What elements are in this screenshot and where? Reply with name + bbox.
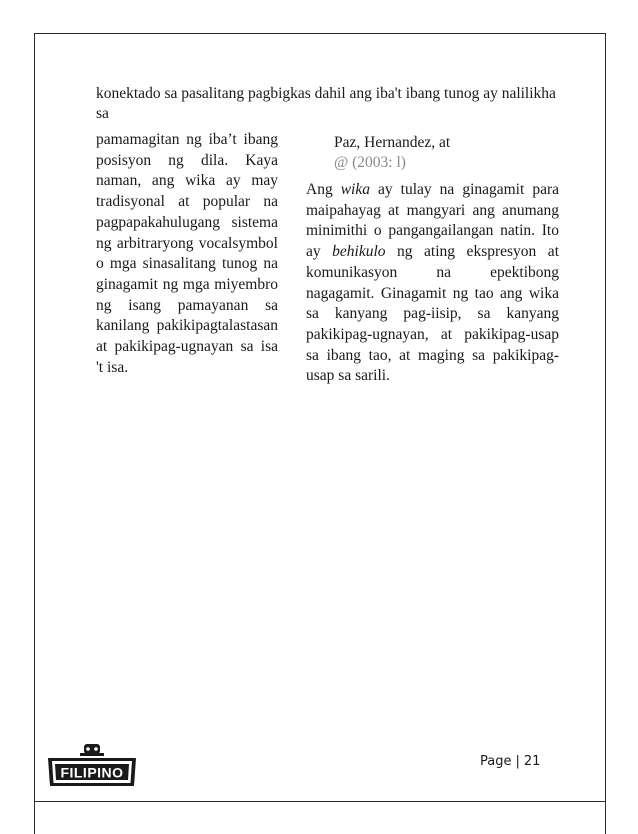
right-text-part2: ay tulay na ginagamit para maipahayag at mangyari ang anumang minimithi o pangangailangan natin. Ito ay — [306, 181, 559, 261]
left-column-paragraph: pamamagitan ng iba’t ibang posisyon ng dila. Kaya naman, ang wika ay may tradisyonal at popular na pagpapakahulugang sistema ng arbitraryong vocalsymbol o mga sinasalitang tunog na ginagamit ng mga miyembro ng isang pamayanan sa kanilang pakikipagtalastasan at pakikipag-ugnayan sa isa 't isa. — [96, 131, 278, 376]
svg-text:FILIPINO: FILIPINO — [60, 764, 124, 781]
term-behikulo: behikulo — [332, 243, 386, 261]
right-border — [605, 33, 606, 834]
citation-year: @ (2003: l) — [334, 154, 406, 171]
page-separator: | — [515, 754, 520, 769]
right-text-part1: Ang — [306, 181, 341, 198]
right-column-paragraph — [306, 180, 559, 387]
intro-paragraph: konektado sa pasalitang pagbigkas dahil ang iba't ibang tunog ay nalilikha sa — [96, 85, 556, 122]
citation — [334, 133, 534, 173]
left-border — [34, 33, 35, 834]
citation-authors: Paz, Hernandez, at — [334, 134, 451, 151]
top-border — [34, 33, 606, 34]
bottom-border — [34, 801, 606, 802]
logo-emblem-icon — [80, 744, 104, 756]
term-wika: wika — [340, 181, 370, 198]
page-number — [480, 754, 540, 769]
filipino-logo — [46, 742, 138, 790]
right-text-part3: ng ating ekspresyon at komunikasyon na epektibong nagagamit. Ginagamit ng tao ang wika sa kanyang pag-iisip, sa kanyang pakikipag-ugnayan, at pakikipag-usap sa ibang tao, at maging sa pakikipag-usap sa sarili. — [306, 243, 559, 385]
page-label: Page — [480, 754, 512, 769]
page-number-value: 21 — [523, 754, 541, 769]
